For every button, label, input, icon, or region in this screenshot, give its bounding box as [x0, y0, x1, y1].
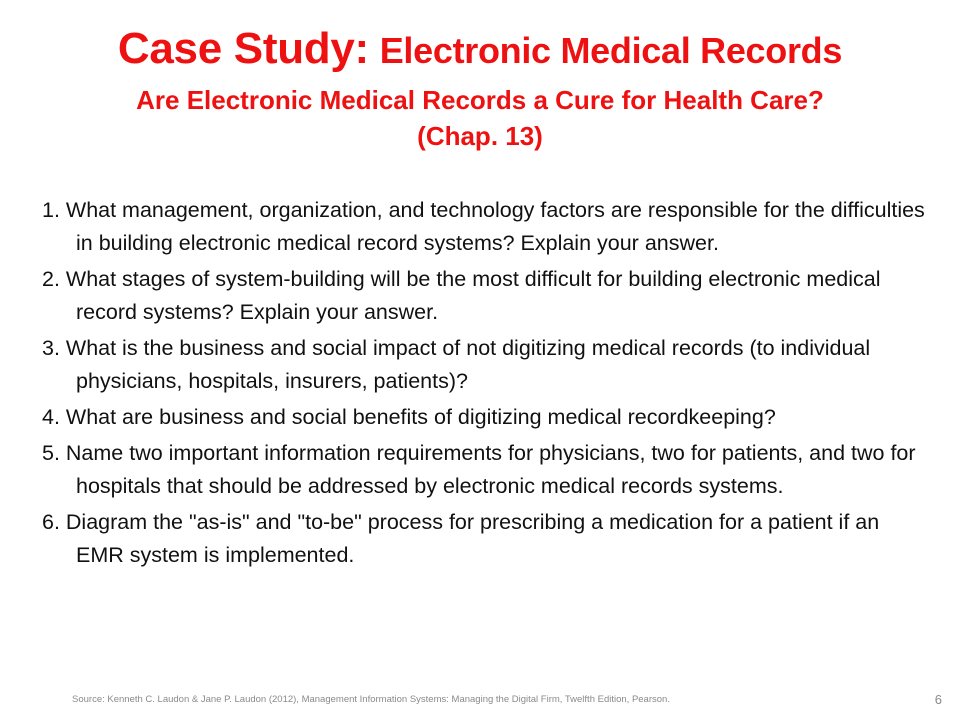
question-item: 6. Diagram the "as-is" and "to-be" process for prescribing a medication for a patient if an EMR system is implemented.	[42, 510, 880, 567]
title-subtitle: Are Electronic Medical Records a Cure for Health Care?	[136, 85, 824, 115]
title-lead: Case Study:	[117, 24, 369, 73]
title-main	[20, 24, 940, 76]
title-chapter: (Chap. 13)	[417, 121, 543, 151]
question-item: 3. What is the business and social impact of not digitizing medical records (to individual physicians, hospitals, insurers, patients)?	[42, 336, 871, 393]
question-item: 4. What are business and social benefits of digitizing medical recordkeeping?	[42, 405, 776, 429]
question-item: 1. What management, organization, and technology factors are responsible for the difficulties in building electronic medical record systems? Explain your answer.	[42, 198, 925, 255]
title-rest: Electronic Medical Records	[379, 30, 843, 71]
slide-title	[20, 24, 940, 154]
question-list	[42, 194, 926, 575]
question-item: 5. Name two important information requirements for physicians, two for patients, and two for hospitals that should be addressed by electronic medical records systems.	[42, 441, 916, 498]
page-number: 6	[934, 692, 942, 707]
question-item: 2. What stages of system-building will be the most difficult for building electronic medical record systems? Explain your answer.	[42, 267, 881, 324]
source-citation: Source: Kenneth C. Laudon & Jane P. Laudon (2012), Management Information Systems: Managing the Digital Firm, Twelfth Edition, Pearson.	[72, 694, 670, 705]
